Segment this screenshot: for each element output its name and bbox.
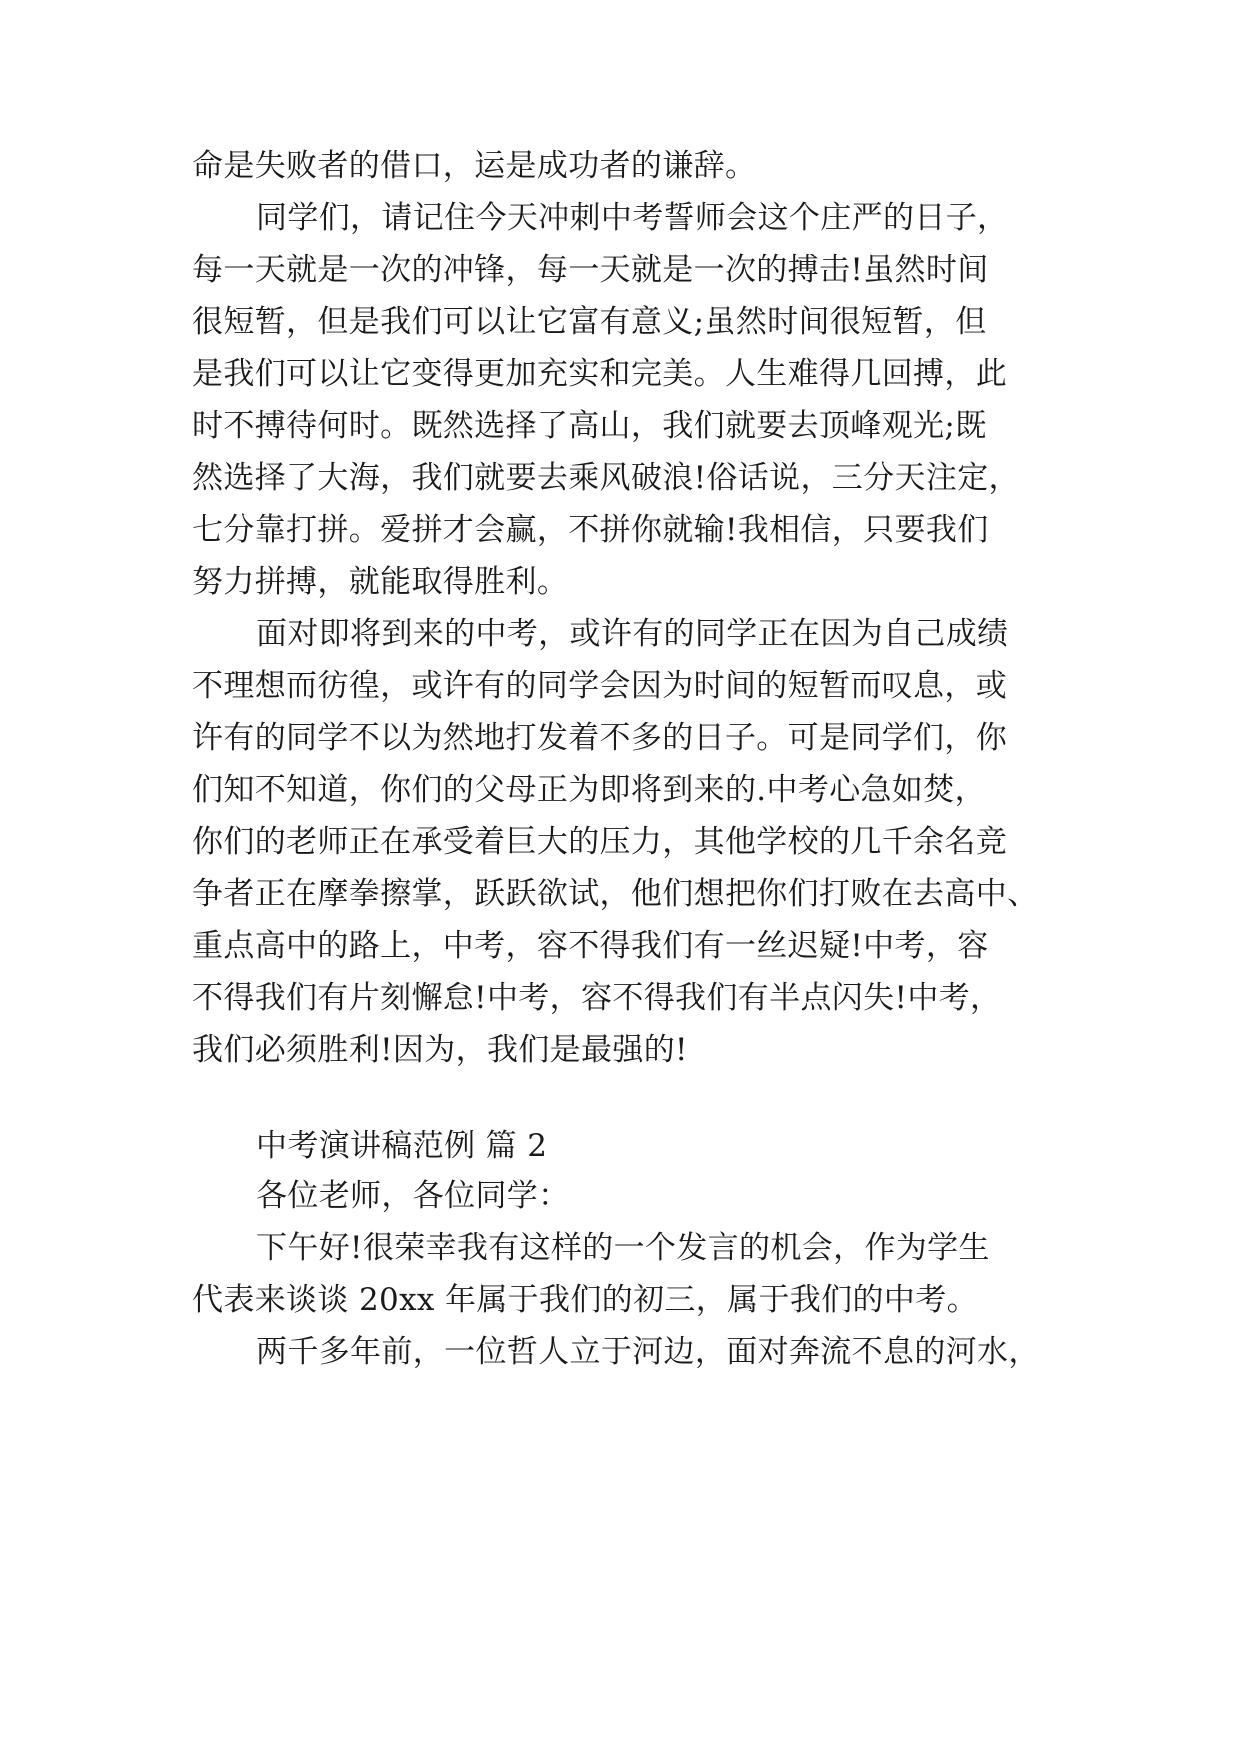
paragraph-line: 不得我们有片刻懈怠!中考，容不得我们有半点闪失!中考，	[192, 980, 1002, 1016]
paragraph-line: 同学们，请记住今天冲刺中考誓师会这个庄严的日子，	[256, 200, 1009, 236]
paragraph-line: 是我们可以让它变得更加充实和完美。人生难得几回搏，此	[192, 356, 1008, 392]
paragraph-line: 然选择了大海，我们就要去乘风破浪!俗话说，三分天注定，	[192, 460, 1020, 496]
salutation: 各位老师，各位同学：	[256, 1178, 570, 1214]
paragraph-line: 努力拼搏，就能取得胜利。	[192, 564, 569, 600]
paragraph-line: 我们必须胜利!因为，我们是最强的!	[192, 1032, 688, 1068]
paragraph-line: 许有的同学不以为然地打发着不多的日子。可是同学们，你	[192, 720, 1008, 756]
paragraph-line: 下午好!很荣幸我有这样的一个发言的机会，作为学生	[256, 1230, 990, 1266]
paragraph-line: 重点高中的路上，中考，容不得我们有一丝迟疑!中考，容	[192, 928, 989, 964]
paragraph-line: 每一天就是一次的冲锋，每一天就是一次的搏击!虽然时间	[192, 252, 989, 288]
section-heading: 中考演讲稿范例 篇 2	[256, 1128, 548, 1164]
paragraph-line: 时不搏待何时。既然选择了高山，我们就要去顶峰观光;既	[192, 408, 987, 444]
paragraph-line: 们知不知道，你们的父母正为即将到来的.中考心急如焚，	[192, 772, 986, 808]
paragraph-line: 不理想而彷徨，或许有的同学会因为时间的短暂而叹息，或	[192, 668, 1008, 704]
paragraph-line: 两千多年前，一位哲人立于河边，面对奔流不息的河水，	[256, 1334, 1040, 1370]
paragraph-line: 很短暂，但是我们可以让它富有意义;虽然时间很短暂，但	[192, 304, 987, 340]
paragraph-line: 命是失败者的借口，运是成功者的谦辞。	[192, 148, 757, 184]
paragraph-line: 你们的老师正在承受着巨大的压力，其他学校的几千余名竞	[192, 824, 1008, 860]
paragraph-line: 面对即将到来的中考，或许有的同学正在因为自己成绩	[256, 616, 1009, 652]
paragraph-line: 代表来谈谈 20xx 年属于我们的初三，属于我们的中考。	[192, 1282, 978, 1318]
paragraph-line: 七分靠打拼。爱拼才会赢，不拼你就输!我相信，只要我们	[192, 512, 989, 548]
paragraph-line: 争者正在摩拳擦掌，跃跃欲试，他们想把你们打败在去高中、	[192, 876, 1039, 912]
